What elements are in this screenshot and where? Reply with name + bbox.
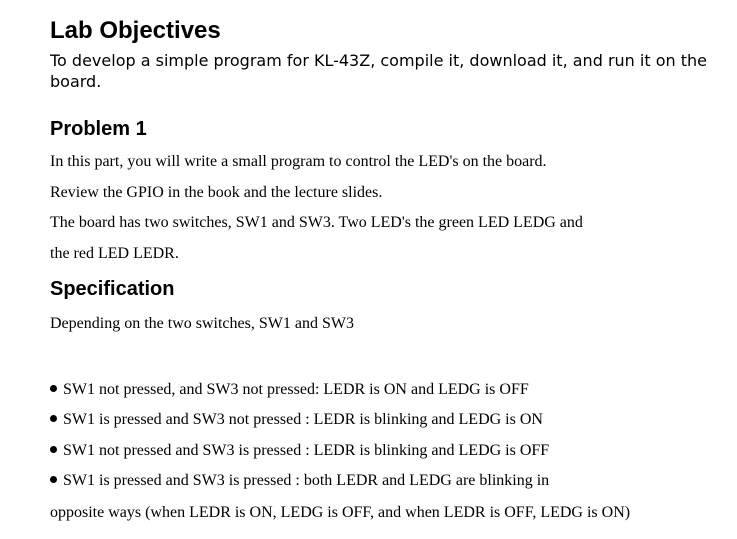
problem-line: The board has two switches, SW1 and SW3. Two LED's the green LED LEDG and xyxy=(50,214,583,231)
bullet-icon xyxy=(50,385,57,392)
bullet-icon xyxy=(50,476,57,483)
list-item xyxy=(50,472,549,490)
problem-line: In this part, you will write a small program to control the LED's on the board. xyxy=(50,153,547,170)
bullet-icon xyxy=(50,415,57,422)
list-item-continuation: opposite ways (when LEDR is ON, LEDG is OFF, and when LEDR is OFF, LEDG is ON) xyxy=(50,504,631,521)
problem-line: Review the GPIO in the book and the lecture slides. xyxy=(50,184,383,201)
list-item xyxy=(50,442,549,460)
objectives-text: To develop a simple program for KL-43Z, compile it, download it, and run it on the board. xyxy=(50,51,707,91)
list-item-text: SW1 is pressed and SW3 not pressed : LEDR is blinking and LEDG is ON xyxy=(63,411,543,428)
list-item xyxy=(50,411,543,429)
bullet-icon xyxy=(50,446,57,453)
list-item-text: SW1 not pressed, and SW3 not pressed: LEDR is ON and LEDG is OFF xyxy=(63,381,529,398)
problem-heading: Problem 1 xyxy=(50,118,147,140)
problem-line: the red LED LEDR. xyxy=(50,245,179,262)
specification-heading: Specification xyxy=(50,278,175,300)
list-item-text: SW1 not pressed and SW3 is pressed : LEDR is blinking and LEDG is OFF xyxy=(63,442,550,459)
list-item xyxy=(50,381,529,399)
page-title: Lab Objectives xyxy=(50,17,221,44)
specification-intro: Depending on the two switches, SW1 and SW3 xyxy=(50,315,354,332)
list-item-text: SW1 is pressed and SW3 is pressed : both LEDR and LEDG are blinking in xyxy=(63,472,550,489)
